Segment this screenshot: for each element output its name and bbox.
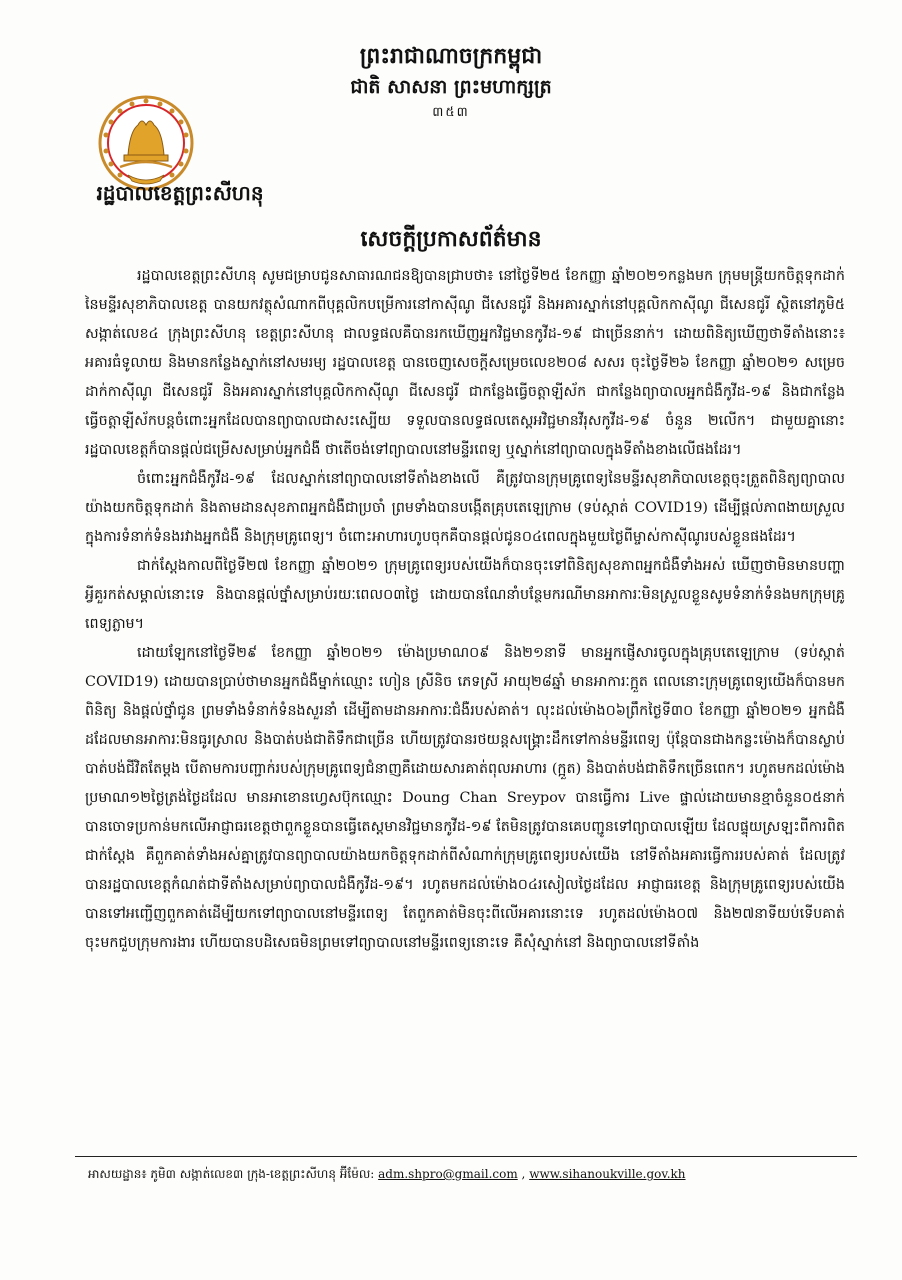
address-text: ភូមិ៣ សង្កាត់លេខ៣ ក្រុង-ខេត្តព្រះសីហនុ (150, 1167, 336, 1181)
website-link[interactable]: www.sihanoukville.gov.kh (529, 1167, 686, 1181)
kingdom-name: ព្រះរាជាណាចក្រកម្ពុជា (359, 43, 543, 69)
document-title: សេចក្តីប្រកាសព័ត៌មាន (360, 226, 542, 252)
footer (88, 1165, 858, 1183)
email-link[interactable]: adm.shpro@gmail.com (378, 1167, 518, 1181)
footer-separator: , (521, 1167, 526, 1181)
address-label: អាសយដ្ឋាន៖ (88, 1167, 147, 1181)
issuing-authority: រដ្ឋបាលខេត្តព្រះសីហនុ (96, 181, 264, 205)
document-body (85, 262, 845, 958)
national-motto: ជាតិ សាសនា ព្រះមហាក្សត្រ (350, 76, 552, 98)
paragraph: ដោយឡែកនៅថ្ងៃទី២៩ ខែកញ្ញា ឆ្នាំ២០២១ ម៉ោងប្រមាណ០៩ និង២១នាទី មានអ្នកផ្ញើសារចូលក្នុងគ្រុបតេឡេក្រាម (ទប់ស្កាត់ COVID19) ដោយបានប្រាប់ថាមានអ្នកជំងឺម្នាក់ឈ្មោះ ហៀន ស្រីនិច ភេទស្រី អាយុ២៨ឆ្នាំ មានអាការៈក្អួត ពេលនោះក្រុមគ្រូពេទ្យយើងក៏បានមកពិនិត្យ និងផ្តល់ថ្នាំជូន ព្រមទាំងទំនាក់ទំនងសួរនាំ ដើម្បីតាមដានអាការៈជំងឺរបស់គាត់។ លុះដល់ម៉ោង០៦ព្រឹកថ្ងៃទី៣០ ខែកញ្ញា ឆ្នាំ២០២១ អ្នកជំងឺដដែលមានអាការៈមិនធូរស្រាល និងបាត់បង់ជាតិទឹកជាច្រើន ហើយត្រូវបានរថយន្តសង្គ្រោះដឹកទៅកាន់មន្ទីរពេទ្យ ប៉ុន្តែបានជាងកន្លះម៉ោងក៏បានស្លាប់បាត់បង់ជីវិតតែម្តង បើតាមការបញ្ជាក់របស់ក្រុមគ្រូពេទ្យជំនាញគឺដោយសារគាត់ពុលអាហារ (ក្អួត) និងបាត់បង់ជាតិទឹកច្រើនពេក។ រហូតមកដល់ម៉ោងប្រមាណ១២ថ្ងៃត្រង់ថ្ងៃដដែល មានអាខោនហ្វេសប៊ុកឈ្មោះ Doung Chan Sreypov បានធ្វើការ Live ផ្ទាល់ដោយមានខ្មាចំនួន០៥នាក់ បានចោទប្រកាន់មកលើអាជ្ញាធរខេត្តថាពួកខ្លួនបានធ្វើតេស្តមានវិជ្ជមានកូវីដ-១៩ តែមិនត្រូវបានគេបញ្ជូនទៅព្យាបាលឡើយ ដែលផ្ទុយស្រឡះពីការពិតជាក់ស្តែង គឺពួកគាត់ទាំងអស់គ្នាត្រូវបានព្យាបាលយ៉ាងយកចិត្តទុកដាក់ពីសំណាក់ក្រុមគ្រូពេទ្យរបស់យើង នៅទីតាំងអគារធ្វើការរបស់គាត់ ដែលត្រូវបានរដ្ឋបាលខេត្តកំណត់ជាទីតាំងសម្រាប់ព្យាបាលជំងឺកូវីដ-១៩។ រហូតមកដល់ម៉ោង០៤រសៀលថ្ងៃដដែល អាជ្ញាធរខេត្ត និងក្រុមគ្រូពេទ្យរបស់យើង បានទៅអញ្ជើញពួកគាត់ដើម្បីយកទៅព្យាបាលនៅមន្ទីរពេទ្យ តែពួកគាត់មិនចុះពីលើអគារនោះទេ រហូតដល់ម៉ោង០៧ និង២៧នាទីយប់ទើបគាត់ចុះមកជួបក្រុមការងារ ហើយបានបដិសេធមិនព្រមទៅព្យាបាលនៅមន្ទីរពេទ្យនោះទេ គឺសុំស្នាក់នៅ និងព្យាបាលនៅទីតាំង (85, 645, 845, 951)
paragraph: ចំពោះអ្នកជំងឺកូវីដ-១៩ ដែលស្នាក់នៅព្យាបាលនៅទីតាំងខាងលើ គឺត្រូវបានក្រុមគ្រូពេទ្យនៃមន្ទីរសុខាភិបាលខេត្តចុះត្រួតពិនិត្យព្យាបាលយ៉ាងយកចិត្តទុកដាក់ និងតាមដានសុខភាពអ្នកជំងឺជាប្រចាំ ព្រមទាំងបានបង្កើតគ្រុបតេឡេក្រាម (ទប់ស្កាត់ COVID19) ដើម្បីផ្តល់ភាពងាយស្រួលក្នុងការទំនាក់ទំនងរវាងអ្នកជំងឺ និងក្រុមគ្រូពេទ្យ។ ចំពោះអាហារហូបចុកគឺបានផ្តល់ជូន០៤ពេលក្នុងមួយថ្ងៃពីម្ចាស់កាស៊ីណូរបស់ខ្លួនផងដែរ។ (85, 471, 845, 545)
paragraph: រដ្ឋបាលខេត្តព្រះសីហនុ សូមជម្រាបជូនសាធារណជនឱ្យបានជ្រាបថា៖ នៅថ្ងៃទី២៥ ខែកញ្ញា ឆ្នាំ២០២១កន្លងមក ក្រុមមន្ត្រីយកចិត្តទុកដាក់ នៃមន្ទីរសុខាភិបាលខេត្ត បានយកវត្ថុសំណាកពីបុគ្គលិកបម្រើការនៅកាស៊ីណូ ជីសេនជូរី និងអគារស្នាក់នៅបុគ្គលិកកាស៊ីណូ ជីសេនជូរី ស្ថិតនៅភូមិ៥ សង្កាត់លេខ៤ ក្រុងព្រះសីហនុ ខេត្តព្រះសីហនុ ជាលទ្ធផលគឺបានរកឃើញអ្នកវិជ្ជមានកូវីដ-១៩ ជាច្រើននាក់។ ដោយពិនិត្យឃើញថាទីតាំងនោះ៖ អគារធំទូលាយ និងមានកន្លែងស្នាក់នៅសមរម្យ រដ្ឋបាលខេត្ត បានចេញសេចក្តីសម្រេចលេខ២០៨ សសរ ចុះថ្ងៃទី២៦ ខែកញ្ញា ឆ្នាំ២០២១ សម្រេចដាក់កាស៊ីណូ ជីសេនជូរី និងអគារស្នាក់នៅបុគ្គលិកកាស៊ីណូ ជីសេនជូរី ជាកន្លែងធ្វើចត្តាឡីស័ក ជាកន្លែងព្យាបាលអ្នកជំងឺកូវីដ-១៩ និងជាកន្លែងធ្វើចត្តាឡីស័កបន្តចំពោះអ្នកដែលបានព្យាបាលជាសះស្បើយ ទទួលបានលទ្ធផលតេស្តអវិជ្ជមានវីរុសកូវីដ-១៩ ចំនួន ២លើក។ ជាមួយគ្នានោះ រដ្ឋបាលខេត្តក៏បានផ្តល់ជម្រើសសម្រាប់អ្នកជំងឺ ថាតើចង់ទៅព្យាបាលនៅមន្ទីរពេទ្យ ឬស្នាក់នៅព្យាបាលក្នុងទីតាំងខាងលើផងដែរ។ (85, 268, 845, 458)
footer-divider (75, 1156, 857, 1157)
provincial-seal-logo (98, 95, 194, 191)
header-ornament: ៣៥៣ (432, 105, 470, 120)
email-label: អ៊ីម៉ែល: (339, 1167, 375, 1181)
paragraph: ជាក់ស្តែងកាលពីថ្ងៃទី២៧ ខែកញ្ញា ឆ្នាំ២០២១ ក្រុមគ្រូពេទ្យរបស់យើងក៏បានចុះទៅពិនិត្យសុខភាពអ្នកជំងឺទាំងអស់ ឃើញថាមិនមានបញ្ហាអ្វីគួរកត់សម្គាល់នោះទេ និងបានផ្តល់ថ្នាំសម្រាប់រយៈពេល០៣ថ្ងៃ ដោយបានណែនាំបន្ថែមករណីមានអាការៈមិនស្រួលខ្លួនសូមទំនាក់ទំនងមកក្រុមគ្រូពេទ្យភ្លាម។ (85, 558, 845, 632)
